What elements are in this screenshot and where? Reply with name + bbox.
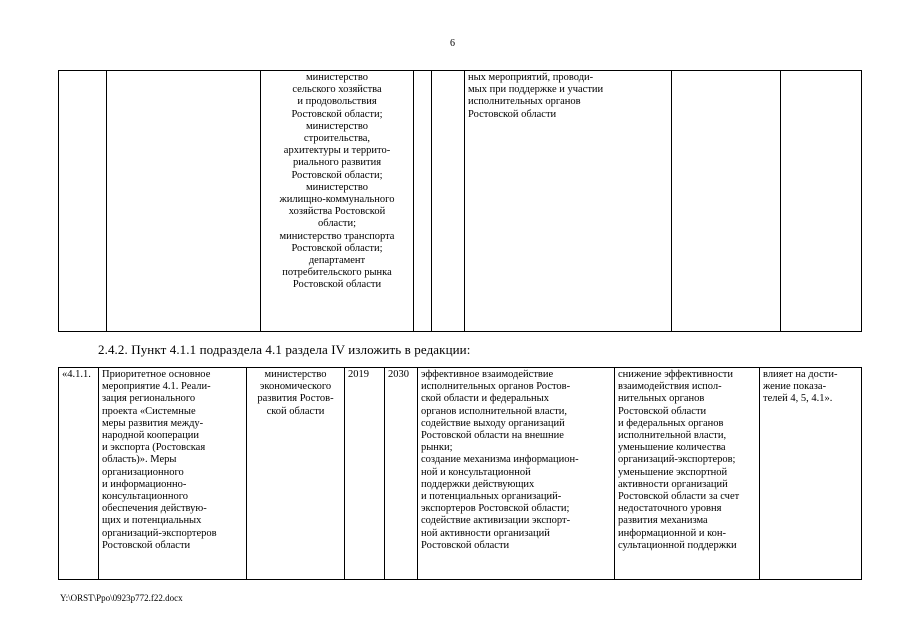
- table-cell: [672, 71, 781, 332]
- end-year-cell: 2030: [385, 368, 418, 580]
- table-cell: [59, 71, 107, 332]
- table-cell: [432, 71, 465, 332]
- table-row: [59, 368, 862, 580]
- table-cell: [414, 71, 432, 332]
- table-continuation: [58, 70, 862, 332]
- start-year-cell: 2019: [345, 368, 385, 580]
- measure-name-cell: Приоритетное основное мероприятие 4.1. Реали- зация регионального проекта «Системные меры развития между- народной кооперации и экспорта (Ростовская область)». Меры организационного и информационно- консультационного обеспечения действую- щих и потенциальных организаций-экспортеров Ростовской области: [99, 368, 247, 580]
- table-cell-result: ных мероприятий, проводи- мых при поддержке и участии исполнительных органов Ростовской области: [465, 71, 672, 332]
- consequences-cell: снижение эффективности взаимодействия испол- нительных органов Ростовской области и федеральных органов исполнительной власти, уменьшение количества организаций-экспортеров; уменьшение экспортной активности организаций Ростовской области за счет недостаточного уровня развития механизма информационной и кон- сультационной поддержки: [615, 368, 760, 580]
- page-number: 6: [450, 38, 455, 49]
- file-path-footer: Y:\ORST\Ppo\0923p772.f22.docx: [60, 593, 183, 603]
- executor-cell: министерство экономического развития Ростов- ской области: [247, 368, 345, 580]
- table-cell-executors: министерство сельского хозяйства и продовольствия Ростовской области; министерство строительства, архитектуры и террито- риального развития Ростовской области; министерство жилищно-коммунального хозяйства Ростовской области; министерство транспорта Ростовской области; департамент потребительского рынка Ростовской области: [261, 71, 414, 332]
- item-number-cell: «4.1.1.: [59, 368, 99, 580]
- table-cell: [107, 71, 261, 332]
- table-item-4-1-1: [58, 367, 862, 580]
- table-cell: [781, 71, 862, 332]
- expected-result-cell: эффективное взаимодействие исполнительных органов Ростов- ской области и федеральных органов исполнительной власти, содействие выходу организаций Ростовской области на внешние рынки; создание механизма информацион- ной и консультационной поддержки действующих и потенциальных организаций- экспортеров Ростовской области; содействие активизации экспорт- ной активности организаций Ростовской области: [418, 368, 615, 580]
- indicator-link-cell: влияет на дости- жение показа- телей 4, 5, 4.1».: [760, 368, 862, 580]
- amendment-instruction: 2.4.2. Пункт 4.1.1 подраздела 4.1 раздела IV изложить в редакции:: [98, 342, 471, 357]
- table-row: [59, 71, 862, 332]
